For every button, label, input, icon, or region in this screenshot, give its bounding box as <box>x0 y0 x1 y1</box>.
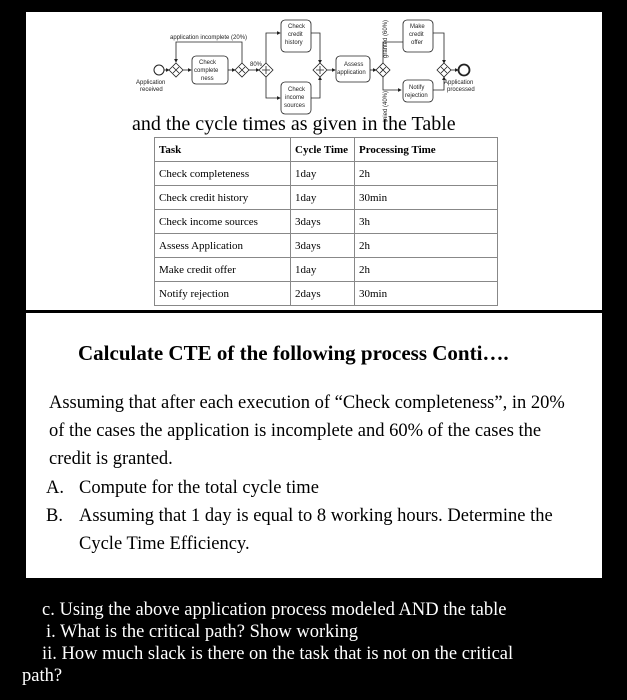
granted-label: granted (60%) <box>383 19 389 58</box>
notify-rejection-label-1: Notify <box>409 85 425 91</box>
cycle-time-cell: 1day <box>291 258 355 282</box>
header-cycle-time: Cycle Time <box>291 138 355 162</box>
note-panel <box>0 580 627 700</box>
question-list <box>46 474 559 558</box>
check-completeness-label-2: complete <box>194 68 219 74</box>
xor-merge-gateway-icon <box>169 63 183 77</box>
make-credit-offer-label-2: credit <box>409 32 424 38</box>
processing-time-cell: 30min <box>355 282 498 306</box>
table-row <box>155 258 498 282</box>
cycle-time-table <box>154 137 498 306</box>
application-received-label-1: Application <box>136 80 166 86</box>
application-incomplete-label: application incomplete (20%) <box>170 35 248 41</box>
list-item-label: B. <box>46 506 63 526</box>
start-event-icon <box>154 65 164 75</box>
processing-time-cell: 30min <box>355 186 498 210</box>
end-event-icon <box>459 65 470 76</box>
assess-application-label-2: application <box>337 70 366 76</box>
table-row <box>155 186 498 210</box>
note-line-4: path? <box>22 666 63 686</box>
check-completeness-label-1: Check <box>199 60 217 66</box>
cycle-time-cell: 1day <box>291 162 355 186</box>
list-item-text: Compute for the total cycle time <box>79 478 319 498</box>
question-title: Calculate CTE of the following process Conti…. <box>78 341 509 365</box>
processing-time-cell: 2h <box>355 258 498 282</box>
check-credit-history-label-3: history <box>285 40 303 46</box>
eighty-percent-label: 80% <box>250 62 263 68</box>
assess-application-task <box>336 56 370 82</box>
task-cell: Make credit offer <box>155 258 291 282</box>
note-line-1: c. Using the above application process modeled AND the table <box>42 600 507 620</box>
processing-time-cell: 3h <box>355 210 498 234</box>
list-item <box>46 502 559 558</box>
denied-label: nied (40%) <box>383 90 389 120</box>
check-income-sources-label-2: income <box>285 95 305 101</box>
check-income-sources-label-3: sources <box>284 103 306 109</box>
xor-end-merge-gateway-icon <box>437 63 451 77</box>
task-cell: Notify rejection <box>155 282 291 306</box>
table-header-row <box>155 138 498 162</box>
cycle-time-cell: 2days <box>291 282 355 306</box>
list-item <box>46 474 559 502</box>
table-row <box>155 162 498 186</box>
xor-decision-gateway-icon <box>376 63 390 77</box>
check-income-sources-label-1: Check <box>288 87 306 93</box>
processing-time-cell: 2h <box>355 234 498 258</box>
task-cell: Check credit history <box>155 186 291 210</box>
header-processing-time: Processing Time <box>355 138 498 162</box>
xor-split-gateway-icon <box>235 63 249 77</box>
make-credit-offer-label-3: offer <box>411 40 423 46</box>
table-row <box>155 210 498 234</box>
assess-application-label-1: Assess <box>344 62 364 68</box>
application-processed-label-2: processed <box>447 87 475 93</box>
process-figure-panel <box>26 12 602 310</box>
question-panel <box>26 313 602 578</box>
note-line-3: ii. How much slack is there on the task that is not on the critical <box>42 644 514 664</box>
processing-time-cell: 2h <box>355 162 498 186</box>
cycle-time-cell: 3days <box>291 210 355 234</box>
task-cell: Check income sources <box>155 210 291 234</box>
task-cell: Assess Application <box>155 234 291 258</box>
application-processed-label-1: Application <box>444 80 474 86</box>
check-credit-history-label-1: Check <box>288 24 306 30</box>
header-task: Task <box>155 138 291 162</box>
table-row <box>155 282 498 306</box>
question-paragraph: Assuming that after each execution of “Check completeness”, in 20% of the cases the application is incomplete and 60% of the cases the credit is granted. <box>49 393 565 469</box>
list-item-label: A. <box>46 478 64 498</box>
note-line-2: i. What is the critical path? Show working <box>46 622 359 642</box>
table-row <box>155 234 498 258</box>
application-received-label-2: received <box>140 87 163 93</box>
check-credit-history-label-2: credit <box>288 32 303 38</box>
cycle-time-cell: 1day <box>291 186 355 210</box>
task-cell: Check completeness <box>155 162 291 186</box>
cycle-time-cell: 3days <box>291 234 355 258</box>
check-completeness-label-3: ness <box>201 76 214 82</box>
list-item-text: Assuming that 1 day is equal to 8 working hours. Determine the Cycle Time Efficiency. <box>79 506 553 554</box>
notify-rejection-label-2: rejection <box>405 93 428 99</box>
make-credit-offer-label-1: Make <box>410 24 425 30</box>
cycle-times-heading: and the cycle times as given in the Table <box>132 113 456 135</box>
and-join-gateway-icon <box>313 63 327 77</box>
